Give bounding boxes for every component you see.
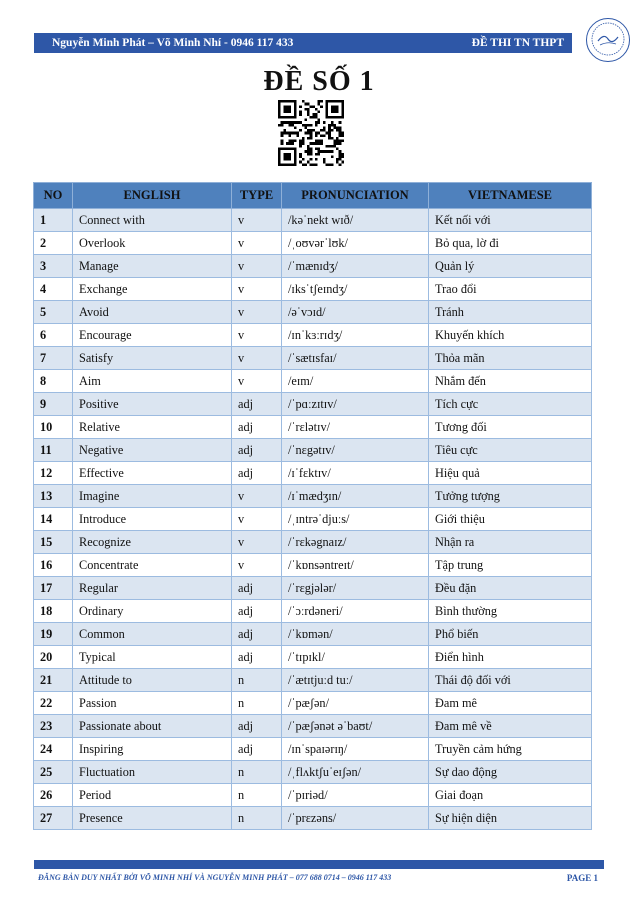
english-word: Introduce [73,508,232,531]
row-number: 14 [34,508,73,531]
table-row [34,301,592,324]
table-row [34,715,592,738]
pronunciation: /ˈpæʃən/ [282,692,429,715]
word-type: adj [232,439,282,462]
table-header-row [34,183,592,209]
word-type: v [232,255,282,278]
table-row [34,623,592,646]
pronunciation: /ˈsætɪsfaɪ/ [282,347,429,370]
word-type: v [232,485,282,508]
logo-emblem-icon [590,21,626,57]
table-row [34,508,592,531]
english-word: Effective [73,462,232,485]
row-number: 21 [34,669,73,692]
table-row [34,738,592,761]
english-word: Concentrate [73,554,232,577]
english-word: Attitude to [73,669,232,692]
pronunciation: /ɪˈfɛktɪv/ [282,462,429,485]
english-word: Positive [73,393,232,416]
word-type: adj [232,393,282,416]
vietnamese-meaning: Kết nối với [429,209,592,232]
row-number: 4 [34,278,73,301]
vietnamese-meaning: Tập trung [429,554,592,577]
row-number: 7 [34,347,73,370]
row-number: 20 [34,646,73,669]
pronunciation: /ˌɪntrəˈdjuːs/ [282,508,429,531]
row-number: 27 [34,807,73,830]
english-word: Inspiring [73,738,232,761]
word-type: v [232,370,282,393]
table-row [34,347,592,370]
vietnamese-meaning: Hiệu quả [429,462,592,485]
vietnamese-meaning: Nhận ra [429,531,592,554]
page-title: ĐỀ SỐ 1 [263,66,375,97]
pronunciation: /ˈpɑːzɪtɪv/ [282,393,429,416]
row-number: 18 [34,600,73,623]
row-number: 11 [34,439,73,462]
pronunciation: /ˈrɛlətɪv/ [282,416,429,439]
english-word: Connect with [73,209,232,232]
word-type: adj [232,577,282,600]
english-word: Fluctuation [73,761,232,784]
table-row [34,416,592,439]
english-word: Typical [73,646,232,669]
pronunciation: /ˈɔːrdəneri/ [282,600,429,623]
word-type: adj [232,646,282,669]
logo-text [590,21,626,59]
page-number: PAGE 1 [566,873,598,883]
word-type: adj [232,600,282,623]
english-word: Recognize [73,531,232,554]
vietnamese-meaning: Trao đổi [429,278,592,301]
pronunciation: /ˈrɛgjələr/ [282,577,429,600]
pronunciation: /ˈprɛzəns/ [282,807,429,830]
vietnamese-meaning: Giới thiệu [429,508,592,531]
word-type: n [232,784,282,807]
vietnamese-meaning: Tưởng tượng [429,485,592,508]
pronunciation: /əˈvɔɪd/ [282,301,429,324]
brand-logo [586,18,630,62]
row-number: 6 [34,324,73,347]
word-type: v [232,531,282,554]
vietnamese-meaning: Quản lý [429,255,592,278]
vietnamese-meaning: Đều đặn [429,577,592,600]
row-number: 13 [34,485,73,508]
vietnamese-meaning: Sự dao động [429,761,592,784]
row-number: 25 [34,761,73,784]
vietnamese-meaning: Thái độ đối với [429,669,592,692]
word-type: n [232,669,282,692]
vietnamese-meaning: Tích cực [429,393,592,416]
english-word: Passion [73,692,232,715]
word-type: n [232,807,282,830]
word-type: n [232,761,282,784]
header-no: NO [34,183,73,209]
header-vietnamese: VIETNAMESE [429,183,592,209]
pronunciation: /ˈrɛkəgnaɪz/ [282,531,429,554]
row-number: 12 [34,462,73,485]
header-exam-label: ĐỀ THI TN THPT [471,37,564,49]
table-row [34,600,592,623]
word-type: v [232,554,282,577]
row-number: 22 [34,692,73,715]
pronunciation: /ɪnˈspaɪərɪŋ/ [282,738,429,761]
english-word: Regular [73,577,232,600]
pronunciation: /ɪksˈtʃeɪndʒ/ [282,278,429,301]
table-row [34,462,592,485]
pronunciation: /ˈpæʃənət əˈbaʊt/ [282,715,429,738]
english-word: Manage [73,255,232,278]
row-number: 16 [34,554,73,577]
pronunciation: /ˈkɒmən/ [282,623,429,646]
english-word: Period [73,784,232,807]
vietnamese-meaning: Phổ biến [429,623,592,646]
table-row [34,439,592,462]
row-number: 19 [34,623,73,646]
vietnamese-meaning: Thỏa mãn [429,347,592,370]
english-word: Ordinary [73,600,232,623]
english-word: Satisfy [73,347,232,370]
english-word: Exchange [73,278,232,301]
vietnamese-meaning: Tiêu cực [429,439,592,462]
word-type: v [232,324,282,347]
header-english: ENGLISH [73,183,232,209]
english-word: Passionate about [73,715,232,738]
table-row [34,278,592,301]
vietnamese-meaning: Giai đoạn [429,784,592,807]
header-pronunciation: PRONUNCIATION [282,183,429,209]
pronunciation: /ˌoʊvərˈlʊk/ [282,232,429,255]
english-word: Common [73,623,232,646]
table-row [34,646,592,669]
vietnamese-meaning: Tương đối [429,416,592,439]
word-type: adj [232,416,282,439]
row-number: 3 [34,255,73,278]
english-word: Presence [73,807,232,830]
header-bar [34,33,572,53]
vietnamese-meaning: Truyền cảm hứng [429,738,592,761]
table-row [34,255,592,278]
row-number: 1 [34,209,73,232]
vietnamese-meaning: Điển hình [429,646,592,669]
word-type: adj [232,715,282,738]
word-type: adj [232,462,282,485]
table-row [34,784,592,807]
pronunciation: /ɪnˈkɜːrɪdʒ/ [282,324,429,347]
english-word: Overlook [73,232,232,255]
table-row [34,393,592,416]
vietnamese-meaning: Sự hiện diện [429,807,592,830]
word-type: v [232,232,282,255]
word-type: v [232,301,282,324]
table-row [34,807,592,830]
table-row [34,577,592,600]
table-row [34,554,592,577]
row-number: 24 [34,738,73,761]
footer-credit: ĐĂNG BẢN DUY NHẤT BỞI VÕ MINH NHÍ VÀ NGUYỄN MINH PHÁT – 077 688 0714 – 0946 117 433 [38,873,392,882]
english-word: Aim [73,370,232,393]
row-number: 26 [34,784,73,807]
table-row [34,669,592,692]
vietnamese-meaning: Bình thường [429,600,592,623]
word-type: adj [232,623,282,646]
vietnamese-meaning: Tránh [429,301,592,324]
row-number: 5 [34,301,73,324]
table-row [34,370,592,393]
word-type: v [232,209,282,232]
qr-code-icon[interactable] [278,100,344,166]
vietnamese-meaning: Bỏ qua, lờ đi [429,232,592,255]
word-type: n [232,692,282,715]
vietnamese-meaning: Đam mê [429,692,592,715]
word-type: v [232,508,282,531]
footer-bar [34,860,604,869]
table-row [34,209,592,232]
header-type: TYPE [232,183,282,209]
table-row [34,761,592,784]
row-number: 23 [34,715,73,738]
pronunciation: /ˈnɛgətɪv/ [282,439,429,462]
row-number: 9 [34,393,73,416]
english-word: Negative [73,439,232,462]
row-number: 8 [34,370,73,393]
vietnamese-meaning: Khuyến khích [429,324,592,347]
pronunciation: /ˈætɪtjuːd tuː/ [282,669,429,692]
table-row [34,531,592,554]
english-word: Relative [73,416,232,439]
pronunciation: /eɪm/ [282,370,429,393]
pronunciation: /ɪˈmædʒɪn/ [282,485,429,508]
english-word: Imagine [73,485,232,508]
table-row [34,232,592,255]
pronunciation: /ˈkɒnsəntreɪt/ [282,554,429,577]
table-row [34,485,592,508]
pronunciation: /ˈpɪriəd/ [282,784,429,807]
table-row [34,692,592,715]
english-word: Avoid [73,301,232,324]
table-row [34,324,592,347]
vocabulary-table [33,182,592,830]
vietnamese-meaning: Đam mê về [429,715,592,738]
pronunciation: /ˈtɪpɪkl/ [282,646,429,669]
row-number: 2 [34,232,73,255]
pronunciation: /ˈmænɪdʒ/ [282,255,429,278]
word-type: v [232,278,282,301]
vietnamese-meaning: Nhắm đến [429,370,592,393]
word-type: adj [232,738,282,761]
row-number: 15 [34,531,73,554]
row-number: 10 [34,416,73,439]
row-number: 17 [34,577,73,600]
pronunciation: /kəˈnekt wɪð/ [282,209,429,232]
header-authors: Nguyễn Minh Phát – Võ Minh Nhí - 0946 117 433 [52,37,294,49]
word-type: v [232,347,282,370]
pronunciation: /ˌflʌktʃuˈeɪʃən/ [282,761,429,784]
english-word: Encourage [73,324,232,347]
